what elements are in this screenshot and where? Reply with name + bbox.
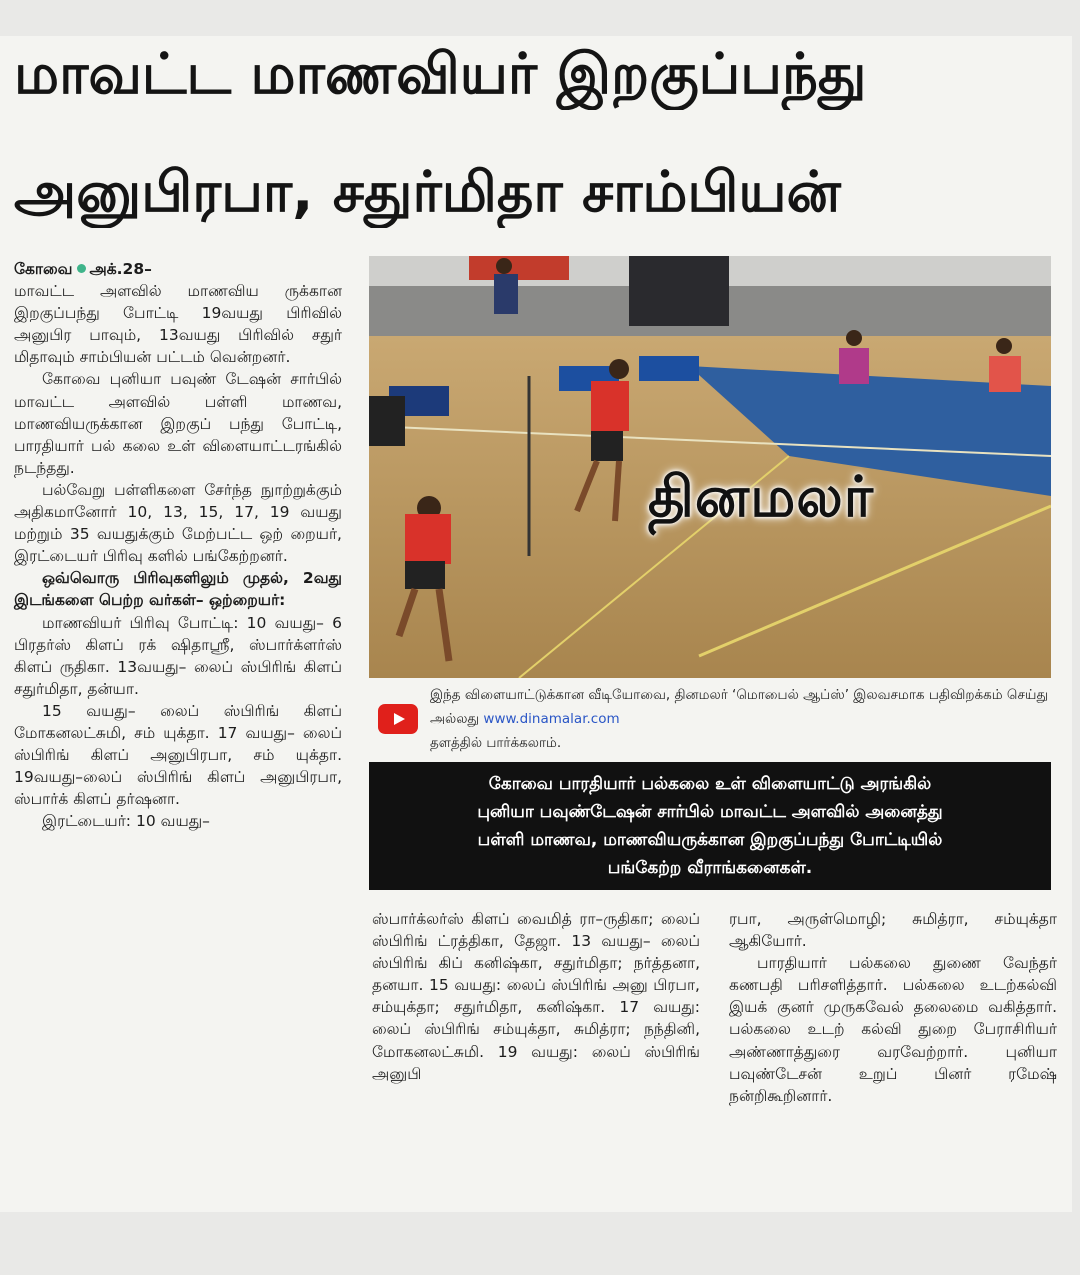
headline-line-1: மாவட்ட மாணவியர் இறகுப்பந்து	[14, 42, 867, 107]
youtube-play-icon[interactable]	[378, 704, 418, 734]
dateline-place: கோவை	[14, 260, 73, 278]
paragraph: மாவட்ட அளவில் மாணவிய ருக்கான இறகுப்பந்து போட்டி 19வயது பிரிவில் அனுபிர பாவும், 13வயது பிரிவில் சதுர் மிதாவும் சாம்பியன் பட்டம் வென்றனர்.	[14, 282, 342, 367]
subheading: ஒவ்வொரு பிரிவுகளிலும் முதல், 2வது இடங்களை பெற்ற வர்கள்– ஒற்றையர்:	[14, 569, 342, 610]
paragraph: பாரதியார் பல்கலை துணை வேந்தர் கணபதி பரிசளித்தார். பல்கலை உடற்கல்வி இயக் குனர் முருகவேல் தலைமை வகித்தார். பல்கலை உடற் கல்வி துறை பேராசிரியர் அண்ணாத்துரை வரவேற்றார். புனியா பவுண்டேசன் உறுப் பினர் ரமேஷ் நன்றிகூறினார்.	[729, 954, 1057, 1105]
caption-line: பங்கேற்ற வீராங்கனைகள்.	[607, 858, 813, 878]
paragraph: 15 வயது– லைப் ஸ்பிரிங் கிளப் மோகனலட்சுமி, சம் யுக்தா. 17 வயது– லைப் ஸ்பிரிங் கிளப் அனுபிரபா, சம் யுக்தா. 19வயது–லைப் ஸ்பிரிங் கிளப் அனுபிரபா, ஸ்பார்க் கிளப் தர்ஷனா.	[14, 701, 342, 809]
dateline-date: அக்.28–	[89, 260, 152, 278]
app-note-text-after: தளத்தில் பார்க்கலாம்.	[430, 735, 562, 751]
paragraph: ஸ்பார்க்லர்ஸ் கிளப் வைமித் ரா–ருதிகா; லைப் ஸ்பிரிங் ட்ரத்திகா, தேஜா. 13 வயது– லைப் ஸ்பிரிங் கிப் கனிஷ்கா, சதுர்மிதா; நர்த்தனா, தனயா. 15 வயது: லைப் ஸ்பிரிங் அனு பிரபா, சம்யுக்தா; சதுர்மிதா, கனிஷ்கா. 17 வயது: லைப் ஸ்பிரிங் சம்யுக்தா, சுமித்ரா; நந்தினி, மோகனலட்சுமி. 19 வயது: லைப் ஸ்பிரிங் அனுபி	[372, 910, 700, 1083]
paragraph: பல்வேறு பள்ளிகளை சேர்ந்த நுாற்றுக்கும் அதிகமானோர் 10, 13, 15, 17, 19 வயது மற்றும் 35 வயதுக்கும் மேற்பட்ட ஒற் றையர், இரட்டையர் பிரிவு களில் பங்கேற்றனர்.	[14, 480, 342, 566]
headline-line-2: அனுபிரபா, சதுர்மிதா சாம்பியன்	[14, 160, 841, 225]
paragraph: இரட்டையர்: 10 வயது–	[42, 812, 210, 831]
app-note-text: இந்த விளையாட்டுக்கான வீடியோவை, தினமலர் ‘மொபைல் ஆப்ஸ்’ இலவசமாக பதிவிறக்கம் செய்து அல்லது	[430, 687, 1049, 727]
caption-line: கோவை பாரதியார் பல்கலை உள் விளையாட்டு அரங்கில்	[488, 774, 932, 794]
website-link[interactable]: www.dinamalar.com	[483, 711, 620, 727]
dateline	[14, 258, 342, 280]
article-column-1	[14, 258, 342, 832]
caption-line: பள்ளி மாணவ, மாணவியருக்கான இறகுப்பந்து போட்டியில்	[477, 830, 943, 850]
paragraph: கோவை புனியா பவுண் டேஷன் சார்பில் மாவட்ட அளவில் பள்ளி மாணவ, மாணவியருக்கான இறகுப் பந்து போட்டி, பாரதியார் பல் கலை உள் விளையாட்டரங்கில் நடந்தது.	[14, 370, 342, 477]
article-column-2	[372, 908, 700, 1085]
bullet-dot-icon	[77, 264, 86, 273]
app-note	[430, 683, 1050, 755]
paragraph: ரபா, அருள்மொழி; சுமித்ரா, சம்யுக்தா ஆகியோர்.	[729, 910, 1057, 951]
paragraph: மாணவியர் பிரிவு போட்டி: 10 வயது– 6 பிரதர்ஸ் கிளப் ரக் ஷிதாஸ்ரீ, ஸ்பார்க்ளர்ஸ் கிளப் ருதிகா. 13வயது– லைப் ஸ்பிரிங் கிளப் சதுர்மிதா, தன்யா.	[14, 613, 342, 698]
photo-caption	[369, 762, 1051, 890]
caption-line: புனியா பவுண்டேஷன் சார்பில் மாவட்ட அளவில் அனைத்து	[477, 802, 943, 822]
article-column-3	[729, 908, 1057, 1107]
dinamalar-watermark: தினமலர்	[648, 465, 874, 530]
